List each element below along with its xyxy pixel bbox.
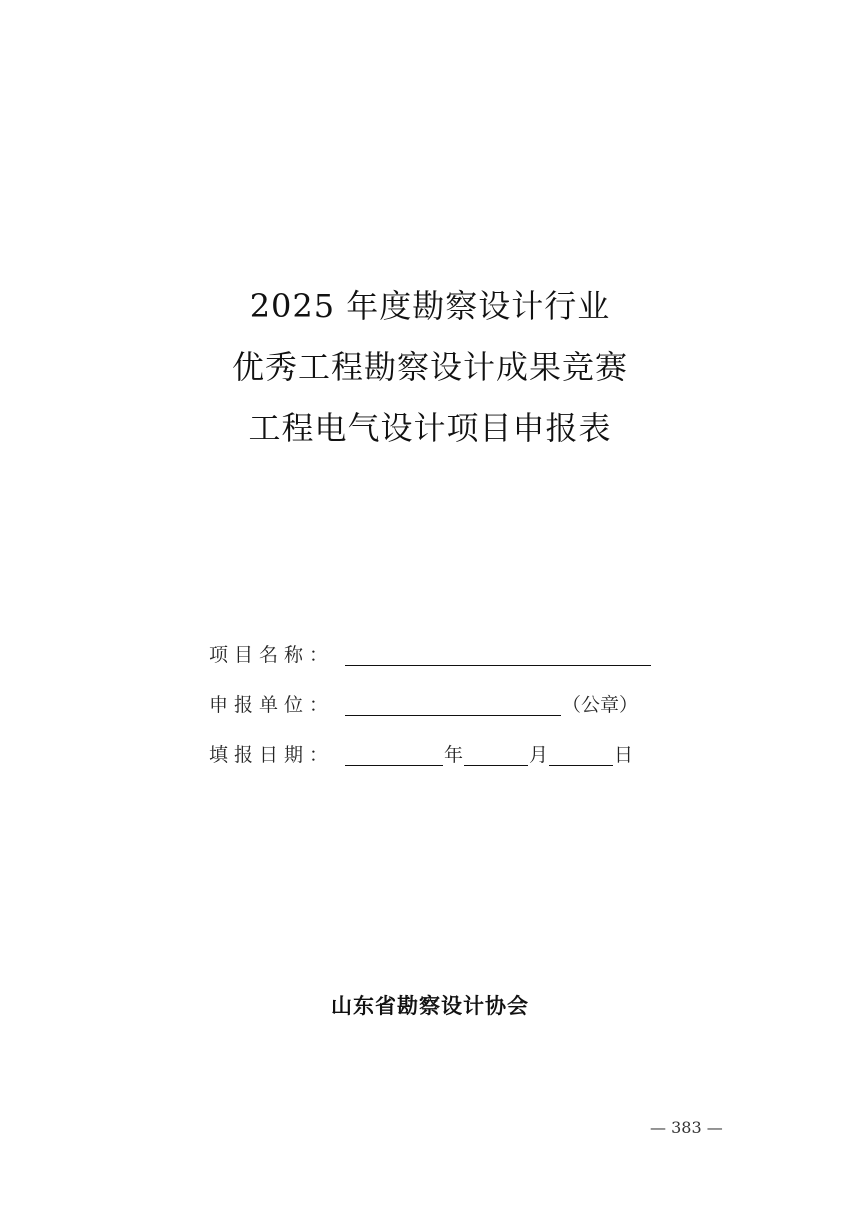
seal-note: （公章） <box>562 694 639 716</box>
day-field[interactable] <box>549 745 613 766</box>
page-number: — 383 — <box>650 1118 723 1137</box>
month-field[interactable] <box>464 745 528 766</box>
document-title <box>0 287 860 473</box>
project-name-label: 项目名称： <box>209 644 335 666</box>
project-name-row <box>209 636 651 666</box>
organization-name: 山东省勘察设计协会 <box>331 994 529 1018</box>
applicant-unit-row <box>209 686 639 716</box>
applicant-unit-label: 申报单位： <box>209 694 335 716</box>
year-suffix: 年 <box>444 744 464 766</box>
fill-date-row <box>209 736 634 766</box>
project-name-field[interactable] <box>345 645 651 666</box>
year-field[interactable] <box>345 745 443 766</box>
title-line-3: 工程电气设计项目申报表 <box>248 409 612 447</box>
fill-date-label: 填报日期： <box>209 744 335 766</box>
applicant-unit-field[interactable] <box>345 695 561 716</box>
title-line-1: 2025 年度勘察设计行业 <box>249 287 611 325</box>
title-line-2: 优秀工程勘察设计成果竞赛 <box>231 348 628 386</box>
month-suffix: 月 <box>529 744 549 766</box>
day-suffix: 日 <box>614 744 634 766</box>
